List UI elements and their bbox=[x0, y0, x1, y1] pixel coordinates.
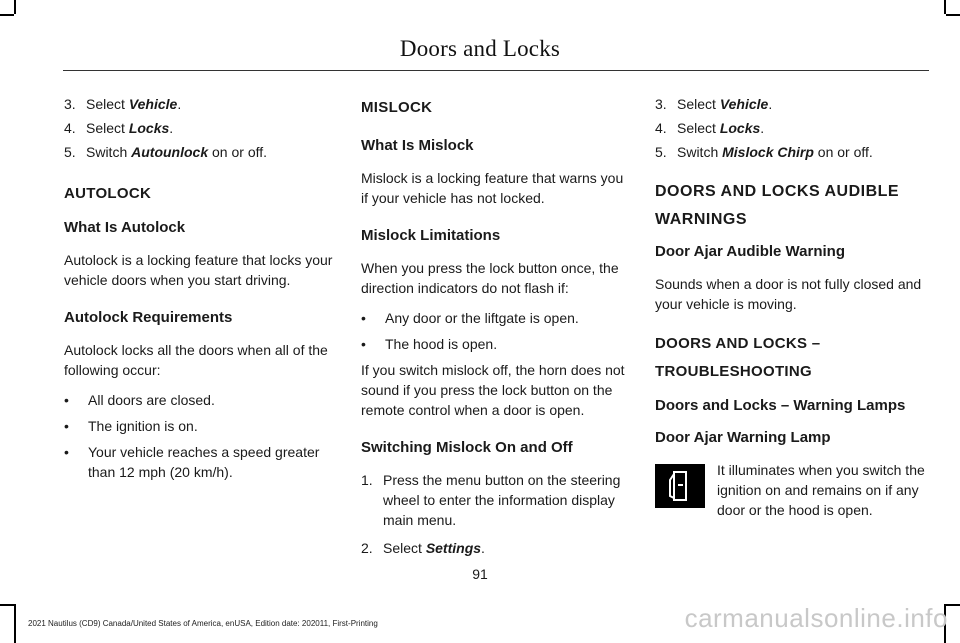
column-middle bbox=[361, 94, 629, 562]
list-item: • All doors are closed. bbox=[64, 392, 215, 408]
section-heading: DOORS AND LOCKS AUDIBLE WARNINGS bbox=[655, 183, 900, 228]
paragraph: If you switch mislock off, the horn does not sound if you press the lock button on the remote control when a door is open. bbox=[361, 362, 625, 418]
header-divider bbox=[63, 70, 929, 71]
column-left bbox=[64, 94, 344, 488]
list-item: • Any door or the liftgate is open. bbox=[361, 310, 579, 326]
crop-mark bbox=[946, 604, 960, 606]
bullet-icon: • bbox=[64, 418, 69, 434]
step-text: Select Vehicle. bbox=[677, 96, 773, 112]
step-item bbox=[361, 470, 629, 530]
step-number: 3. bbox=[655, 96, 667, 112]
bullet-icon: • bbox=[361, 310, 366, 326]
subsection-heading: Mislock Limitations bbox=[361, 227, 501, 244]
step-text: Select Settings. bbox=[383, 540, 485, 556]
paragraph: Sounds when a door is not fully closed and your vehicle is moving. bbox=[655, 276, 922, 312]
step-number: 1. bbox=[361, 472, 373, 488]
subsection-heading: Doors and Locks – Warning Lamps bbox=[655, 397, 906, 414]
step-item bbox=[64, 142, 344, 162]
crop-mark bbox=[14, 604, 16, 643]
step-number: 3. bbox=[64, 96, 76, 112]
paragraph: Autolock is a locking feature that locks your vehicle doors when you start driving. bbox=[64, 252, 333, 288]
page-title: Doors and Locks bbox=[399, 36, 561, 61]
step-item bbox=[361, 538, 629, 558]
paragraph: When you press the lock button once, the direction indicators do not flash if: bbox=[361, 260, 619, 296]
crop-mark bbox=[944, 0, 946, 14]
subsection-heading: What Is Mislock bbox=[361, 137, 474, 154]
subsection-heading: Switching Mislock On and Off bbox=[361, 439, 573, 456]
step-item bbox=[655, 118, 930, 138]
step-item bbox=[64, 94, 344, 114]
step-item bbox=[64, 118, 344, 138]
step-text: Select Vehicle. bbox=[86, 96, 182, 112]
list-item: • The hood is open. bbox=[361, 336, 498, 352]
subsection-heading: Autolock Requirements bbox=[64, 309, 233, 326]
warning-lamp-row bbox=[655, 460, 930, 520]
crop-mark bbox=[14, 0, 16, 14]
step-number: 2. bbox=[361, 540, 373, 556]
door-ajar-icon bbox=[655, 464, 705, 508]
footer-text: 2021 Nautilus (CD9) Canada/United States of America, enUSA, Edition date: 202011, First-Printing bbox=[28, 619, 378, 628]
crop-mark bbox=[946, 14, 960, 16]
step-number: 5. bbox=[655, 144, 667, 160]
column-right bbox=[655, 94, 930, 520]
list-item: • The ignition is on. bbox=[64, 418, 198, 434]
watermark: carmanualsonline.info bbox=[684, 603, 948, 633]
bullet-icon: • bbox=[361, 336, 366, 352]
subsection-heading: What Is Autolock bbox=[64, 219, 186, 236]
step-item bbox=[655, 142, 930, 162]
step-number: 4. bbox=[64, 120, 76, 136]
paragraph: Autolock locks all the doors when all of the following occur: bbox=[64, 342, 328, 378]
section-heading: DOORS AND LOCKS – TROUBLESHOOTING bbox=[655, 335, 821, 380]
bullet-icon: • bbox=[64, 444, 69, 460]
crop-mark bbox=[0, 604, 14, 606]
step-text: Switch Mislock Chirp on or off. bbox=[677, 144, 873, 160]
step-text: Switch Autounlock on or off. bbox=[86, 144, 268, 160]
step-number: 5. bbox=[64, 144, 76, 160]
step-text: Select Locks. bbox=[86, 120, 174, 136]
step-text: Select Locks. bbox=[677, 120, 765, 136]
list-item: • Your vehicle reaches a speed greater than 12 mph (20 km/h). bbox=[64, 444, 320, 480]
step-number: 4. bbox=[655, 120, 667, 136]
bullet-icon: • bbox=[64, 392, 69, 408]
paragraph: Mislock is a locking feature that warns you if your vehicle has not locked. bbox=[361, 170, 624, 206]
paragraph: It illuminates when you switch the ignition on and remains on if any door or the hood is open. bbox=[717, 462, 925, 518]
step-item bbox=[655, 94, 930, 114]
section-heading: MISLOCK bbox=[361, 99, 433, 116]
section-heading: AUTOLOCK bbox=[64, 185, 152, 202]
subsection-heading: Door Ajar Audible Warning bbox=[655, 243, 845, 260]
page-number: 91 bbox=[472, 566, 488, 582]
crop-mark bbox=[0, 14, 14, 16]
subsection-heading: Door Ajar Warning Lamp bbox=[655, 429, 831, 446]
step-text: Press the menu button on the steering wheel to enter the information display main menu. bbox=[383, 472, 621, 528]
